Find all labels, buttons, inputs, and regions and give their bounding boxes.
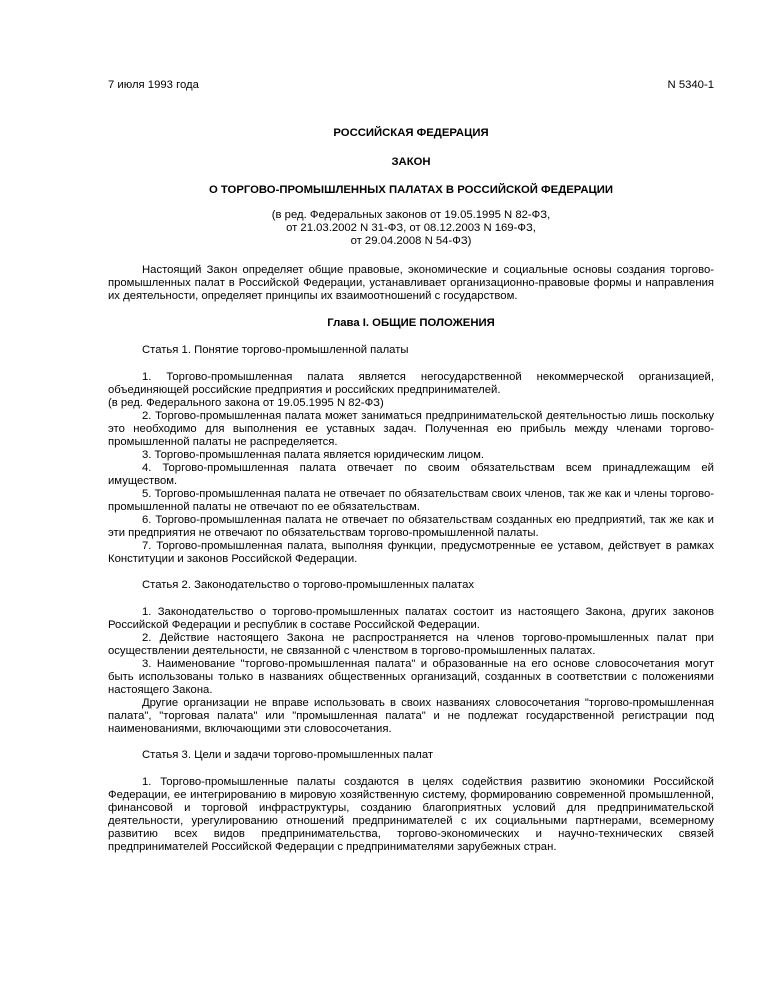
article-3-heading: Статья 3. Цели и задачи торгово-промышленных палат	[142, 749, 434, 761]
amendments-line: от 29.04.2008 N 54-ФЗ)	[350, 235, 472, 247]
amendments-note	[108, 209, 714, 248]
document-header	[108, 79, 714, 95]
chapter-heading: Глава I. ОБЩИЕ ПОЛОЖЕНИЯ	[327, 317, 495, 329]
article-1-paragraph: 2. Торгово-промышленная палата может заниматься предпринимательской деятельностью лишь поскольку это необходимо для выполнения ее уставных задач. Полученная ею прибыль между членами торгово-промышленной палаты не распределяется.	[108, 410, 714, 448]
document-type-heading: ЗАКОН	[391, 156, 431, 168]
spacer	[108, 566, 714, 579]
article-1-paragraph: 4. Торгово-промышленная палата отвечает по своим обязательствам всем принадлежащим ей имуществом.	[108, 462, 714, 487]
law-name-heading: О ТОРГОВО-ПРОМЫШЛЕННЫХ ПАЛАТАХ В РОССИЙСКОЙ ФЕДЕРАЦИИ	[209, 184, 613, 196]
preamble: Настоящий Закон определяет общие правовые, экономические и социальные основы создания торгово-промышленных палат в Российской Федерации, устанавливает организационно-правовые формы и направления их деятельности, определяет принципы их взаимоотношений с государством.	[108, 264, 714, 302]
article-3-paragraph: 1. Торгово-промышленные палаты создаются в целях содействия развитию экономики Российской Федерации, ее интегрированию в мировую хозяйственную систему, формированию современной промышленной, финансовой и торговой инфраструктуры, созданию благоприятных условий для предпринимательской деятельности, урегулированию отношений предпринимателей с их социальными партнерами, всемерному развитию всех видов предпринимательства, торгово-экономических и научно-технических связей предпринимателей Российской Федерации с предпринимателями зарубежных стран.	[108, 776, 714, 853]
article-2-paragraph: 1. Законодательство о торгово-промышленных палатах состоит из настоящего Закона, других законов Российской Федерации и республик в составе Российской Федерации.	[108, 606, 714, 631]
law-title	[108, 127, 714, 197]
law-date: 7 июля 1993 года	[108, 79, 199, 91]
article-1-paragraph: 7. Торгово-промышленная палата, выполняя функции, предусмотренные ее уставом, действует в рамках Конституции и законов Российской Федерации.	[108, 540, 714, 565]
spacer	[108, 736, 714, 749]
amendment-note: (в ред. Федерального закона от 19.05.1995 N 82-ФЗ)	[108, 397, 384, 409]
article-1-heading: Статья 1. Понятие торгово-промышленной палаты	[142, 344, 409, 356]
amendments-line: от 21.03.2002 N 31-ФЗ, от 08.12.2003 N 169-ФЗ,	[286, 222, 536, 234]
article-2-paragraph: 3. Наименование "торгово-промышленная палата" и образованные на его основе словосочетания могут быть использованы только в названиях общественных организаций, созданных в соответствии с положениями настоящего Закона.	[108, 658, 714, 696]
article-1-paragraph: 5. Торгово-промышленная палата не отвечает по обязательствам своих членов, так же как и члены торгово-промышленной палаты не отвечают по ее обязательствам.	[108, 488, 714, 513]
article-1-paragraph: 3. Торгово-промышленная палата является юридическим лицом.	[142, 449, 485, 461]
article-2-paragraph: 2. Действие настоящего Закона не распространяется на членов торгово-промышленных палат при осуществлении деятельности, не связанной с членством в торгово-промышленных палатах.	[108, 632, 714, 657]
article-2-paragraph: Другие организации не вправе использовать в своих названиях словосочетания "торгово-промышленная палата", "торговая палата" или "промышленная палата" и не подлежат государственной регистрации под наименованиями, включающими эти словосочетания.	[108, 697, 714, 735]
law-body	[108, 264, 714, 854]
amendments-line: (в ред. Федеральных законов от 19.05.1995 N 82-ФЗ,	[271, 209, 551, 221]
country-heading: РОССИЙСКАЯ ФЕДЕРАЦИЯ	[333, 127, 489, 139]
article-1-paragraph: 6. Торгово-промышленная палата не отвечает по обязательствам созданных ею предприятий, так же как и эти предприятия не отвечают по обязательствам торгово-промышленной палаты.	[108, 514, 714, 539]
article-1-paragraph: 1. Торгово-промышленная палата является негосударственной некоммерческой организацией, объединяющей российские предприятия и российских предпринимателей.	[108, 371, 714, 396]
article-2-heading: Статья 2. Законодательство о торгово-промышленных палатах	[142, 579, 475, 591]
law-number: N 5340-1	[667, 79, 714, 91]
